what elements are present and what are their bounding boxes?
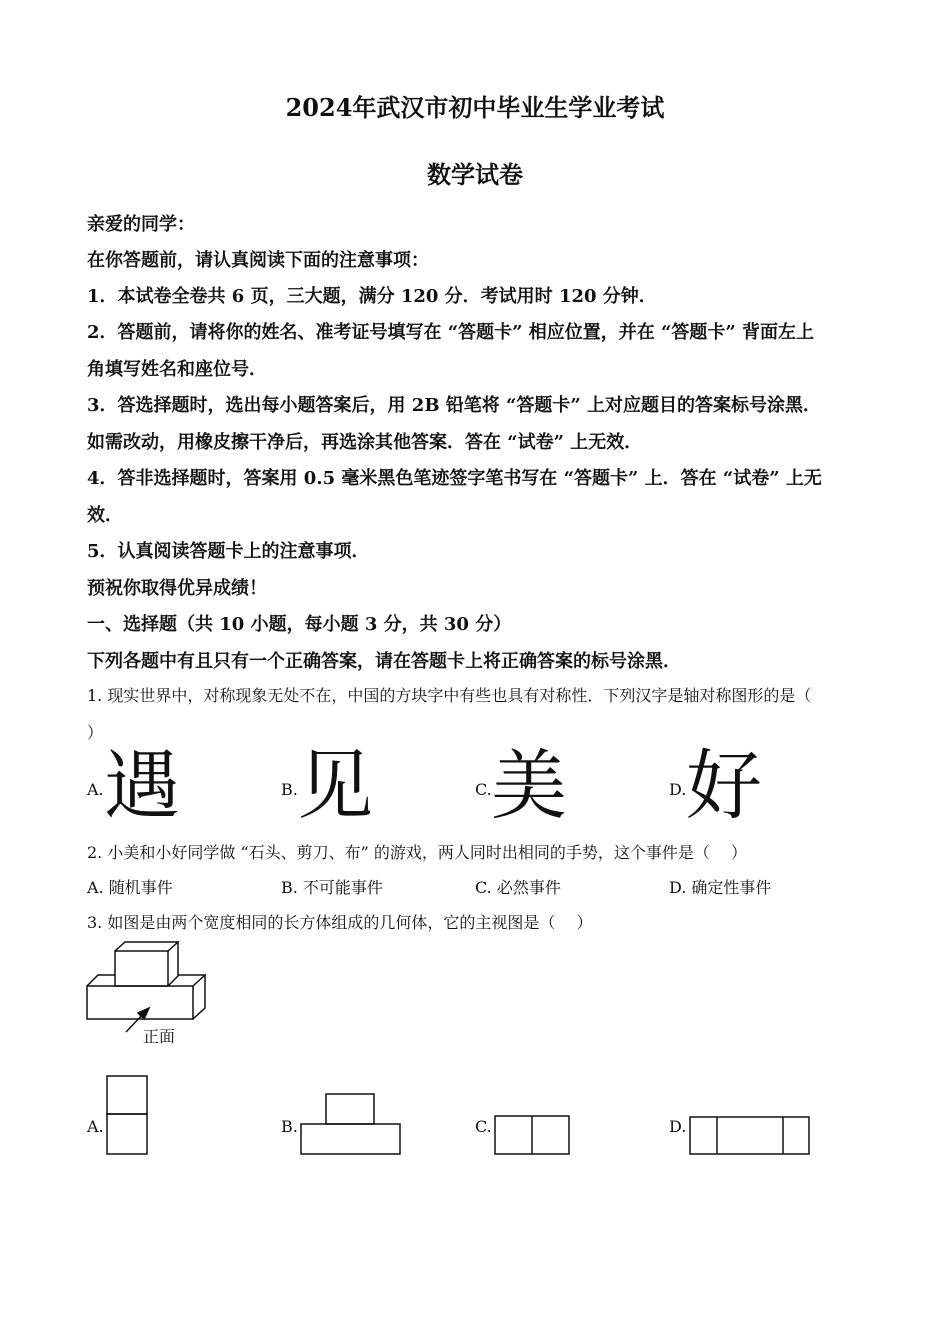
- question-1-text-cont: ）: [87, 723, 104, 742]
- section-header: 一、选择题（共 10 小题，每小题 3 分，共 30 分）: [87, 614, 512, 635]
- notice-item-3-line1: 3．答选择题时，选出每小题答案后，用 2B 铅笔将 “答题卡” 上对应题目的答案标号涂黑．: [87, 395, 822, 416]
- front-label: 正面: [143, 1027, 176, 1046]
- notice-item-4-line2: 效．: [87, 505, 123, 526]
- q3-option-d-letter: D.: [669, 1117, 687, 1136]
- q2-option-b: B. 不可能事件: [281, 878, 383, 897]
- notice-item-5: 5．认真阅读答题卡上的注意事项．: [87, 541, 370, 562]
- greeting: 亲爱的同学：: [87, 214, 195, 235]
- page-subtitle: 数学试卷: [427, 160, 523, 189]
- q1-option-d-letter: D.: [669, 780, 687, 799]
- question-2-text: 2. 小美和小好同学做 “石头、剪刀、布” 的游戏，两人同时出相同的手势，这个事件是（ ）: [87, 843, 747, 862]
- question-3-text: 3. 如图是由两个宽度相同的长方体组成的几何体，它的主视图是（ ）: [87, 913, 593, 932]
- q2-option-c: C. 必然事件: [475, 878, 561, 897]
- q1-option-c-char: 美: [491, 741, 567, 830]
- q1-option-b-letter: B.: [281, 780, 298, 799]
- notice-header: 在你答题前，请认真阅读下面的注意事项：: [87, 250, 429, 271]
- notice-item-4-line1: 4．答非选择题时，答案用 0.5 毫米黑色笔迹签字笔书写在 “答题卡” 上．答在 “试卷” 上无: [87, 468, 822, 489]
- q1-option-a-letter: A.: [87, 780, 104, 799]
- question-1-text: 1. 现实世界中，对称现象无处不在，中国的方块字中有些也具有对称性．下列汉字是轴对称图形的是（: [87, 686, 812, 705]
- q1-option-d-char: 好: [686, 741, 762, 830]
- page-title: 2024年武汉市初中毕业生学业考试: [285, 93, 665, 122]
- q3-option-b-letter: B.: [281, 1117, 298, 1136]
- q1-option-a-char: 遇: [104, 741, 180, 830]
- notice-item-1: 1．本试卷全卷共 6 页，三大题，满分 120 分．考试用时 120 分钟．: [87, 286, 657, 307]
- q3-option-c-letter: C.: [475, 1117, 492, 1136]
- q2-option-d: D. 确定性事件: [669, 878, 772, 897]
- notice-item-2-line1: 2．答题前，请将你的姓名、准考证号填写在 “答题卡” 相应位置，并在 “答题卡” 背面左上: [87, 322, 815, 343]
- q1-option-b-char: 见: [297, 741, 373, 830]
- q3-option-a-letter: A.: [87, 1117, 104, 1136]
- notice-item-2-line2: 角填写姓名和座位号．: [87, 359, 267, 380]
- q2-option-a: A. 随机事件: [87, 878, 173, 897]
- q1-option-c-letter: C.: [475, 780, 492, 799]
- notice-item-3-line2: 如需改动，用橡皮擦干净后，再选涂其他答案．答在 “试卷” 上无效．: [87, 432, 643, 453]
- wish-text: 预祝你取得优异成绩！: [87, 578, 267, 599]
- section-instruction: 下列各题中有且只有一个正确答案，请在答题卡上将正确答案的标号涂黑．: [87, 651, 681, 672]
